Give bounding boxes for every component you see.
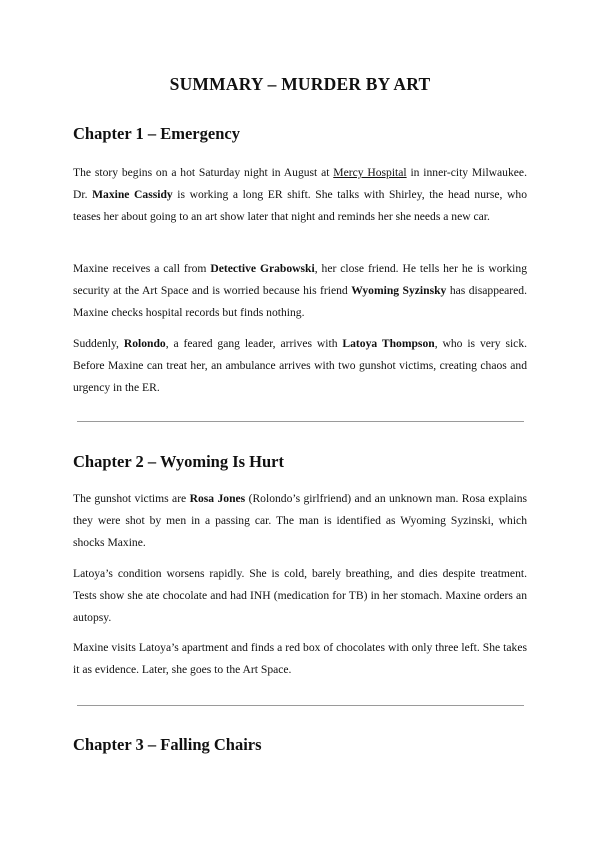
underlined-text: Mercy Hospital [333, 166, 407, 179]
bold-name: Rosa Jones [189, 492, 246, 505]
bold-name: Detective Grabowski [210, 262, 315, 275]
bold-name: Wyoming Syzinsky [351, 284, 447, 297]
chapter-1-paragraph-1 [73, 162, 527, 228]
text-run: Maxine visits Latoya’s apartment and finds a red box of chocolates with only three left. She takes it as evidence. Later, she goes to the Art Space. [73, 641, 527, 676]
section-divider [77, 705, 524, 706]
bold-name: Maxine Cassidy [92, 188, 173, 201]
text-run: , who is very sick. Before Maxine can treat her, an ambulance arrives with two gunshot victims, creating chaos and urgency in the ER. [73, 337, 528, 394]
text-run: , her close friend. He tells her he is working security at the Art Space and is worried because his friend [73, 262, 527, 297]
text-run: , a feared gang leader, arrives with [165, 337, 343, 350]
text-run: in inner-city Milwaukee. Dr. [73, 166, 527, 201]
chapter-2-paragraph-2 [73, 563, 527, 629]
text-run: (Rolondo’s girlfriend) and an unknown man. Rosa explains they were shot by men in a passing car. The man is identified as Wyoming Syzinski, which shocks Maxine. [73, 492, 528, 549]
chapter-3-title: Chapter 3 – Falling Chairs [73, 735, 262, 754]
bold-name: Latoya Thompson [342, 337, 435, 350]
text-run: The gunshot victims are [73, 492, 190, 505]
chapter-2-paragraph-1 [73, 488, 527, 554]
text-run: has disappeared. Maxine checks hospital records but finds nothing. [73, 284, 527, 319]
text-run: Suddenly, [73, 337, 124, 350]
chapter-1-paragraph-2 [73, 258, 527, 324]
section-divider [77, 421, 524, 422]
document-title: SUMMARY – MURDER BY ART [169, 74, 431, 94]
bold-name: Rolondo [123, 337, 166, 350]
chapter-2-paragraph-3 [73, 637, 527, 681]
chapter-1-paragraph-3 [73, 333, 527, 399]
text-run: is working a long ER shift. She talks with Shirley, the head nurse, who teases her about going to an art show later that night and reminds her she needs a new car. [73, 188, 527, 223]
chapter-2-title: Chapter 2 – Wyoming Is Hurt [73, 452, 285, 471]
text-run: The story begins on a hot Saturday night in August at [73, 166, 334, 179]
text-run: Latoya’s condition worsens rapidly. She is cold, barely breathing, and dies despite treatment. Tests show she ate chocolate and had INH (medication for TB) in her stomach. Maxine orders an autopsy. [73, 567, 527, 624]
text-run: Maxine receives a call from [73, 262, 211, 275]
chapter-1-title: Chapter 1 – Emergency [73, 124, 240, 143]
